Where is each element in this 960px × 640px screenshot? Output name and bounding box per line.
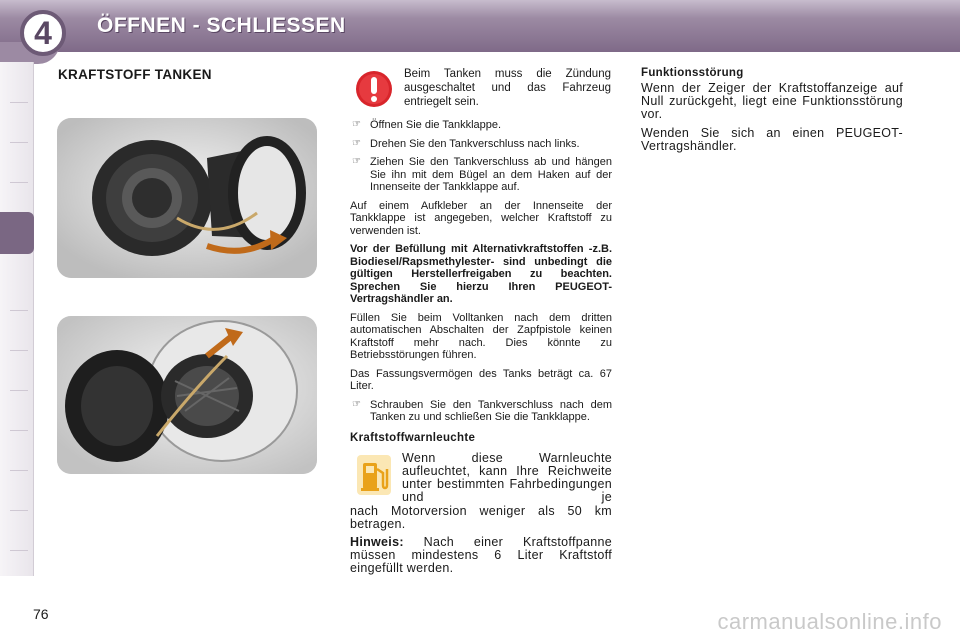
pointing-hand-icon: ☞ — [352, 156, 361, 167]
index-divider — [10, 102, 28, 103]
pointing-hand-icon: ☞ — [352, 137, 361, 149]
warnlight-text-continued: nach Motorversion weniger als 50 km betragen. — [350, 504, 612, 531]
sticker-paragraph: Auf einem Aufkleber an der Innenseite der Tankklappe ist angegeben, welcher Kraftstoff zu verwenden ist. — [350, 199, 612, 237]
fuel-pump-icon — [357, 455, 391, 495]
capacity-paragraph: Das Fassungsvermögen des Tanks beträgt ca. 67 Liter. — [350, 367, 612, 392]
instruction-text: Ziehen Sie den Tankverschluss ab und hängen Sie ihn mit dem Bügel an dem Haken auf der Innenseite der Tankklappe auf. — [370, 156, 612, 193]
malfunction-paragraph: Wenn der Zeiger der Kraftstoffanzeige auf Null zurückgeht, liegt eine Funktionsstörung vor. — [641, 81, 903, 121]
instruction-text: Schrauben Sie den Tankverschluss nach dem Tanken zu und schließen Sie die Tankklappe. — [370, 398, 612, 423]
fill-paragraph: Füllen Sie beim Volltanken nach dem dritten automatischen Abschalten der Zapfpistole keinen Kraftstoff mehr nach. Dies könnte zu Betriebsstörungen führen. — [350, 311, 612, 361]
instruction-item — [350, 399, 612, 424]
warnlight-heading: Kraftstoffwarnleuchte — [350, 431, 476, 444]
intro-note: Beim Tanken muss die Zündung ausgeschaltet und das Fahrzeug entriegelt sein. — [404, 68, 611, 108]
instruction-block — [350, 119, 612, 444]
instruction-item — [350, 156, 612, 194]
fuel-flap-open-photo — [57, 118, 317, 278]
hinweis-label: Hinweis: — [350, 535, 404, 549]
index-divider — [10, 182, 28, 183]
index-divider — [10, 510, 28, 511]
instruction-item — [350, 119, 612, 132]
index-divider — [10, 350, 28, 351]
warnlight-text: Wenn diese Warnleuchte aufleuchtet, kann Ihre Reichweite unter bestimmten Fahrbedingungen und je — [402, 451, 612, 504]
hinweis-note — [350, 536, 612, 575]
section-heading: KRAFTSTOFF TANKEN — [58, 67, 212, 82]
dealer-paragraph: Wenden Sie sich an einen PEUGEOT-Vertragshändler. — [641, 126, 903, 153]
chapter-title: ÖFFNEN - SCHLIESSEN — [97, 14, 346, 37]
index-divider — [10, 310, 28, 311]
index-divider — [10, 470, 28, 471]
exclamation-warning-icon — [355, 70, 393, 108]
malfunction-section — [641, 67, 903, 159]
chapter-index-strip — [0, 62, 34, 576]
active-chapter-tab[interactable] — [0, 212, 34, 254]
watermark: carmanualsonline.info — [717, 609, 942, 634]
hinweis-text: Nach einer Kraftstoffpanne müssen mindestens 6 Liter Kraftstoff eingefüllt werden. — [350, 535, 612, 575]
instruction-item — [350, 138, 612, 151]
pointing-hand-icon: ☞ — [352, 119, 361, 130]
malfunction-heading: Funktionsstörung — [641, 67, 744, 79]
chapter-number-badge: 4 — [20, 10, 66, 56]
pointing-hand-icon: ☞ — [352, 398, 361, 410]
index-divider — [10, 550, 28, 551]
instruction-text: Drehen Sie den Tankverschluss nach links. — [370, 137, 580, 150]
alternative-fuel-warning: Vor der Befüllung mit Alternativkraftstoffen -z.B. Biodiesel/Rapsmethylester- sind unbedingt die gültigen Herstellerfreigaben zu beachten. Sprechen Sie hierzu Ihren PEUGEOT-Vertragshändler an. — [350, 243, 612, 305]
page-number: 76 — [33, 606, 49, 622]
index-divider — [10, 390, 28, 391]
instruction-text: Öffnen Sie die Tankklappe. — [370, 119, 502, 131]
fuel-cap-hung-photo — [57, 316, 317, 474]
index-divider — [10, 430, 28, 431]
index-divider — [10, 142, 28, 143]
